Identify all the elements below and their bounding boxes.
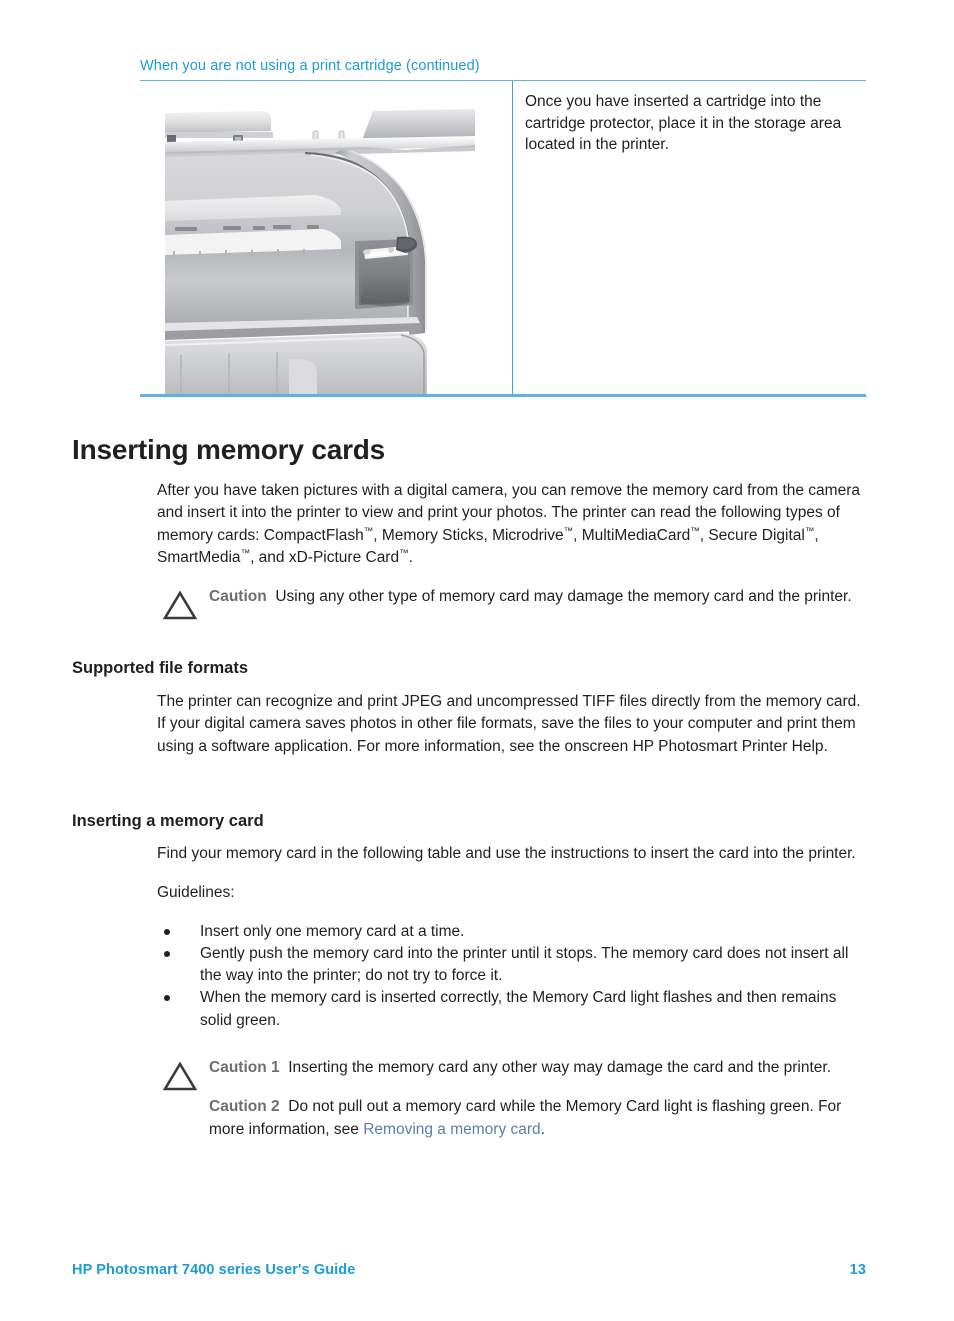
caution-one-paragraph	[209, 1057, 867, 1079]
supported-formats-body	[157, 691, 867, 758]
caution-two-text-after: .	[540, 1120, 545, 1138]
intro-part-g: .	[408, 548, 413, 566]
intro-part-f: , and xD-Picture Card	[250, 548, 400, 566]
warning-triangle-icon	[163, 586, 209, 625]
caution-label: Caution	[209, 588, 267, 605]
continued-table	[140, 58, 866, 397]
intro-paragraph	[157, 480, 867, 569]
removing-memory-card-link[interactable]: Removing a memory card	[363, 1120, 541, 1138]
intro-part-b: , Memory Sticks, Microdrive	[373, 526, 564, 544]
caution-paragraph	[209, 586, 867, 608]
list-item	[157, 987, 867, 1032]
bullet-icon	[164, 951, 170, 957]
caution-text-top	[209, 586, 867, 625]
table-cell-illustration	[140, 81, 513, 394]
list-item-text: Insert only one memory card at a time.	[200, 922, 465, 940]
table-bottom-rule	[140, 394, 866, 397]
guidelines-label: Guidelines:	[157, 884, 235, 902]
caution-two-paragraph	[209, 1096, 867, 1141]
inserting-card-heading-wrap	[72, 812, 264, 831]
bullet-icon	[164, 995, 170, 1001]
page-footer	[72, 1262, 866, 1278]
trademark-icon: ™	[804, 525, 815, 537]
trademark-icon: ™	[240, 547, 251, 559]
table-cell-paragraph: Once you have inserted a cartridge into the cartridge protector, place it in the storage area located in the printer.	[525, 93, 842, 153]
section-heading-supported-formats: Supported file formats	[72, 659, 249, 677]
caution-block-top	[163, 586, 867, 625]
caution-block-bottom	[163, 1057, 867, 1141]
warning-triangle-icon	[163, 1057, 209, 1141]
trademark-icon: ™	[690, 525, 700, 537]
intro-part-c: , MultiMediaCard	[573, 526, 691, 544]
trademark-icon: ™	[399, 547, 409, 559]
trademark-icon: ™	[563, 525, 574, 537]
caution-text: Using any other type of memory card may damage the memory card and the printer.	[275, 588, 852, 605]
bullet-icon	[164, 929, 170, 935]
caution-one-label: Caution 1	[209, 1059, 280, 1076]
intro-part-e: , SmartMedia	[157, 526, 819, 566]
caution-two-label: Caution 2	[209, 1098, 280, 1116]
caution-one-text: Inserting the memory card any other way may damage the card and the printer.	[288, 1059, 832, 1076]
supported-formats-paragraph: The printer can recognize and print JPEG and uncompressed TIFF files directly from the memory card. If your digital camera saves photos in other file formats, save the files to your computer and print them using a software application. For more information, see the onscreen HP Photosmart Printer Help.	[157, 693, 861, 755]
trademark-icon: ™	[363, 525, 374, 537]
footer-page-number: 13	[849, 1262, 866, 1278]
supported-formats-heading-wrap	[72, 659, 248, 678]
table-cell-text	[513, 81, 866, 394]
caution-two-text-before: Do not pull out a memory card while the Memory Card light is flashing green. For more information, see	[209, 1098, 842, 1138]
list-item-text: When the memory card is inserted correctly, the Memory Card light flashes and then remains solid green.	[200, 989, 837, 1029]
list-item	[157, 943, 867, 988]
caution-text-bottom	[209, 1057, 867, 1141]
inserting-card-paragraph: Find your memory card in the following table and use the instructions to insert the card into the printer.	[157, 845, 856, 862]
table-caption: When you are not using a print cartridge (continued)	[140, 58, 480, 74]
intro-part-d: , Secure Digital	[699, 526, 805, 544]
list-item-text: Gently push the memory card into the printer until it stops. The memory card does not insert all the way into the printer; do not try to force it.	[200, 944, 849, 985]
footer-guide-title: HP Photosmart 7400 series User's Guide	[72, 1262, 356, 1278]
page-title: Inserting memory cards	[72, 434, 386, 465]
list-item	[157, 921, 867, 943]
inserting-card-body	[157, 843, 867, 1032]
intro-block	[157, 480, 867, 569]
intro-part-a: After you have taken pictures with a digital camera, you can remove the memory card from the camera and insert it into the printer to view and print your photos. The printer can read the following types of memory cards: CompactFlash	[157, 482, 860, 544]
printer-cartridge-storage-illustration	[165, 109, 475, 394]
guidelines-list	[157, 921, 867, 1032]
table-body	[140, 81, 866, 394]
section-heading-inserting-card: Inserting a memory card	[72, 812, 264, 830]
